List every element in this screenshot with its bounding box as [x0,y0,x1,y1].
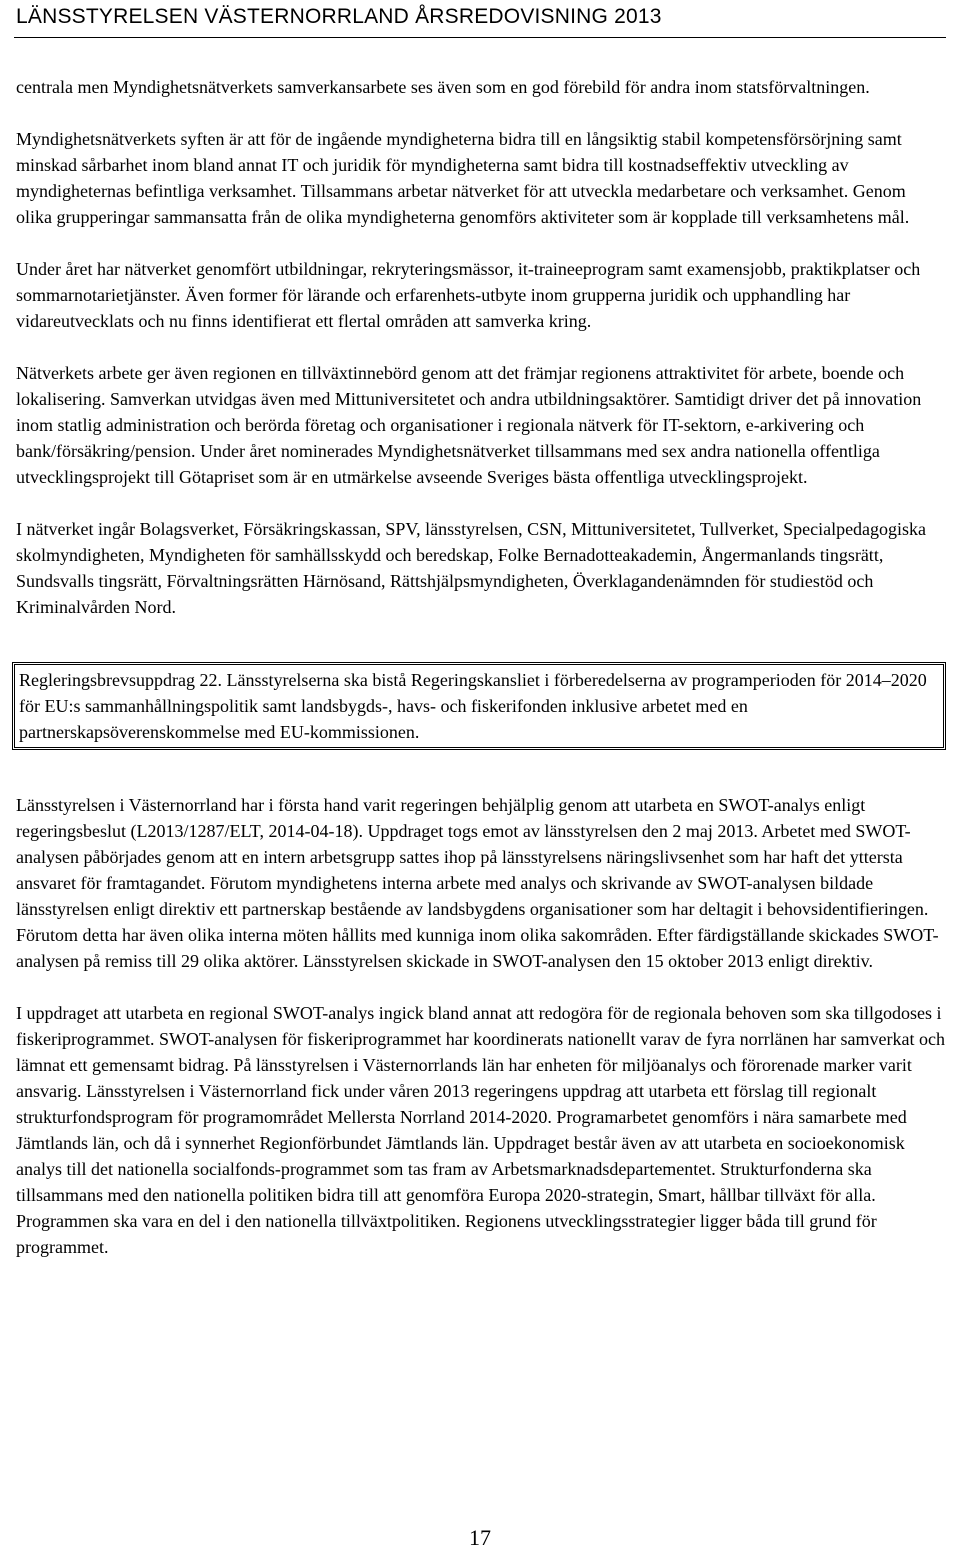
document-body [16,74,946,1286]
paragraph: Myndighetsnätverkets syften är att för de ingående myndigheterna bidra till en långsiktig stabil kompetensförsörjning samt minskad sårbarhet inom bland annat IT och juridik för myndigheterna samt bidra till kostnadseffektiv utveckling av myndigheternas befintliga verksamhet. Tillsammans arbetar nätverket för att utveckla medarbetare och verksamhet. Genom olika grupperingar sammansatta från de olika myndigheterna genomförs aktiviteter som är kopplade till verksamhetens mål. [16,129,910,227]
paragraph: Under året har nätverket genomfört utbildningar, rekryteringsmässor, it-traineeprogram samt examensjobb, praktikplatser och sommarnotarietjänster. Även former för lärande och erfarenhets-utbyte inom grupperna juridik och upphandling har vidareutvecklats och nu finns identifierat ett flertal områden att samverka kring. [16,259,921,331]
page-header-title: LÄNSSTYRELSEN VÄSTERNORRLAND ÅRSREDOVISNING 2013 [16,5,662,28]
paragraph: Länsstyrelsen i Västernorrland har i första hand varit regeringen behjälplig genom att utarbeta en SWOT-analys enligt regeringsbeslut (L2013/1287/ELT, 2014-04-18). Uppdraget togs emot av länsstyrelsen den 2 maj 2013. Arbetet med SWOT-analysen påbörjades genom att en intern arbetsgrupp sattes ihop på länsstyrelsens näringslivsenhet som har haft det yttersta ansvaret för framtagandet. Förutom myndighetens interna arbete med analys och skrivande av SWOT-analysen bildade länsstyrelsen enligt direktiv ett partnerskap bestående av landsbygdens organisationer som har deltagit i behovsidentifieringen. Förutom detta har även olika interna möten hållits med kunniga inom olika sakområden. Efter färdigställande skickades SWOT-analysen på remiss till 29 olika aktörer. Länsstyrelsen skickade in SWOT-analysen den 15 oktober 2013 enligt direktiv. [16,795,939,971]
paragraph: I uppdraget att utarbeta en regional SWOT-analys ingick bland annat att redogöra för de regionala behoven som ska tillgodoses i fiskeriprogrammet. SWOT-analysen för fiskeriprogrammet har koordinerats nationellt varav de fyra norrlänen har samverkat och lämnat ett gemensamt bidrag. På länsstyrelsen i Västernorrlands län har enheten för miljöanalys och förorenade marker varit ansvarig. Länsstyrelsen i Västernorrland fick under våren 2013 regeringens uppdrag att utarbeta ett förslag till regionalt strukturfondsprogram för programområdet Mellersta Norrland 2014-2020. Programarbetet genomförs i nära samarbete med Jämtlands län, och då i synnerhet Regionförbundet Jämtlands län. Uppdraget består även av att utarbeta en socioekonomisk analys till det nationella socialfonds-programmet som tas fram av Arbetsmarknadsdepartementet. Strukturfonderna ska tillsammans med den nationella politiken bidra till att genomföra Europa 2020-strategin, Smart, hållbar tillväxt för alla. Programmen ska vara en del i den nationella tillväxtpolitiken. Regionens utvecklingsstrategier ligger båda till grund för programmet. [16,1003,945,1257]
page-number: 17 [469,1525,491,1550]
paragraph: I nätverket ingår Bolagsverket, Försäkringskassan, SPV, länsstyrelsen, CSN, Mittuniversitetet, Tullverket, Specialpedagogiska skolmyndigheten, Myndigheten för samhällsskydd och beredskap, Folke Bernadotteakademin, Ångermanlands tingsrätt, Sundsvalls tingsrätt, Förvaltningsrätten Härnösand, Rättshjälpsmyndigheten, Överklagandenämnden för studiestöd och Kriminalvården Nord. [16,519,927,617]
paragraph: Nätverkets arbete ger även regionen en tillväxtinnebörd genom att det främjar regionens attraktivitet för arbete, boende och lokalisering. Samverkan utvidgas även med Mittuniversitetet och andra utbildningsaktörer. Samtidigt driver det på innovation inom statlig administration och berörda företag och organisationer i regionala nätverk för IT-sektorn, e-arkivering och bank/försäkring/pension. Under året nominerades Myndighetsnätverket tillsammans med sex andra nationella offentliga utvecklingsprojekt till Götapriset som är en utmärkelse avseende Sveriges bästa offentliga utvecklingsprojekt. [16,363,922,487]
assignment-box [12,662,946,750]
paragraph: centrala men Myndighetsnätverkets samverkansarbete ses även som en god förebild för andra inom statsförvaltningen. [16,77,870,97]
header-divider [14,37,946,38]
assignment-text: Regleringsbrevsuppdrag 22. Länsstyrelserna ska bistå Regeringskansliet i förberedelserna av programperioden för 2014–2020 för EU:s sammanhållningspolitik samt landsbygds-, havs- och fiskerifonden inklusive arbetet med en partnerskapsöverenskommelse med EU-kommissionen. [19,670,927,742]
